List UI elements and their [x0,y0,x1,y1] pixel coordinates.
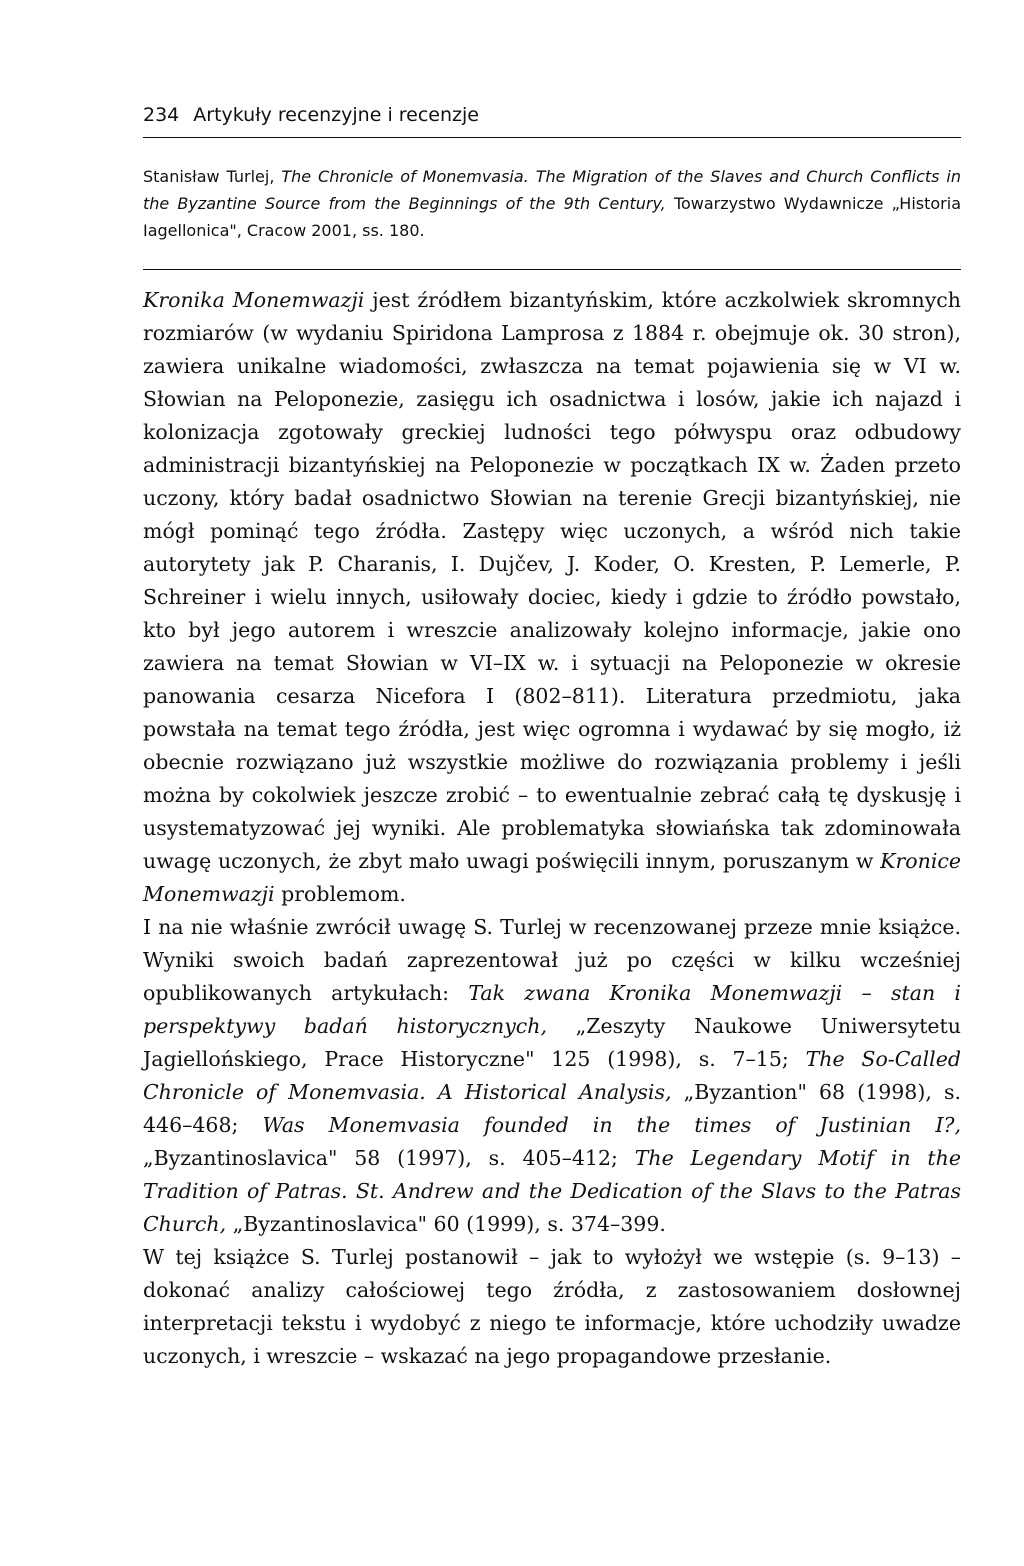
italic-run: Tak zwana Kronika Monemwazji – stan i perspektywy badań historycznych, [143,981,961,1038]
citation-author: Stanisław Turlej, [143,167,275,186]
text-run: I na nie właśnie zwrócił uwagę S. Turlej w recenzowanej przeze mnie książce. Wyniki swoich badań zaprezentował już po części w kilku wcześniej opublikowanych artykułach: [143,915,961,1005]
paragraph-3 [143,1241,961,1373]
header-rule [143,137,961,138]
review-body [143,284,961,1373]
italic-run: Kronika Monemwazji [143,288,365,312]
italic-run: The Legendary Motif in the Tradition of Patras. St. Andrew and the Dedication of the Slavs to the Patras Church, [143,1146,961,1236]
citation-rule [143,269,961,270]
running-head [143,100,961,130]
italic-run: The So-Called Chronicle of Monemvasia. A Historical Analysis, [143,1047,961,1104]
paragraph-1 [143,284,961,911]
italic-run: Was Monemvasia founded in the times of Justinian I?, [262,1113,961,1137]
citation-title: The Chronicle of Monemvasia. The Migration of the Slaves and Church Conflicts in the Byzantine Source from the Beginnings of the 9th Century, [143,167,962,213]
citation-publisher: Towarzystwo Wydawnicze „Historia Iagellonica", Cracow 2001, ss. 180. [143,194,962,240]
italic-run: Kronice Monemwazji [143,849,961,906]
text-run: problemom. [274,882,406,906]
page-number: 234 [143,104,180,126]
text-run: „Byzantinoslavica" 60 (1999), s. 374–399. [226,1212,666,1236]
text-run: „Zeszyty Naukowe Uniwersytetu Jagiellońskiego, Prace Historyczne" 125 (1998), s. 7–15; [143,1014,961,1071]
text-run: jest źródłem bizantyńskim, które aczkolwiek skromnych rozmiarów (w wydaniu Spiridona Lamprosa z 1884 r. obejmuje ok. 30 stron), zawiera unikalne wiadomości, zwłaszcza na temat pojawienia się w VI w. Słowian na Peloponezie, zasięgu ich osadnictwa i losów, jakie ich najazd i kolonizacja zgotowały greckiej ludności tego półwyspu oraz odbudowy administracji bizantyńskiej na Peloponezie w początkach IX w. Żaden przeto uczony, który badał osadnictwo Słowian na terenie Grecji bizantyńskiej, nie mógł pominąć tego źródła. Zastępy więc uczonych, a wśród nich takie autorytety jak P. Charanis, I. Dujčev, J. Koder, O. Kresten, P. Lemerle, P. Schreiner i wielu innych, usiłowały dociec, kiedy i gdzie to źródło powstało, kto był jego autorem i wreszcie analizowały kolejno informacje, jakie ono zawiera na temat Słowian w VI–IX w. i sytuacji na Peloponezie w okresie panowania cesarza Nicefora I (802–811). Literatura przedmiotu, jaka powstała na temat tego źródła, jest więc ogromna i wydawać by się mogło, iż obecnie rozwiązano już wszystkie możliwe do rozwiązania problemy i jeśli można by cokolwiek jeszcze zrobić – to ewentualnie zebrać całą tę dyskusję i usystematyzować jej wyniki. Ale problematyka słowiańska tak zdominowała uwagę uczonych, że zbyt mało uwagi poświęcili innym, poruszanym w [143,288,961,873]
paragraph-2 [143,911,961,1241]
text-run: „Byzantinoslavica" 58 (1997), s. 405–412; [143,1146,635,1170]
text-run: „Byzantion" 68 (1998), s. 446–468; [143,1080,961,1137]
section-title: Artykuły recenzyjne i recenzje [193,104,479,126]
text-run: W tej książce S. Turlej postanowił – jak to wyłożył we wstępie (s. 9–13) – dokonać analizy całościowej tego źródła, z zastosowaniem dosłownej interpretacji tekstu i wydobyć z niego te informacje, które uchodziły uwadze uczonych, i wreszcie – wskazać na jego propagandowe przesłanie. [143,1245,961,1368]
review-citation [143,163,961,244]
